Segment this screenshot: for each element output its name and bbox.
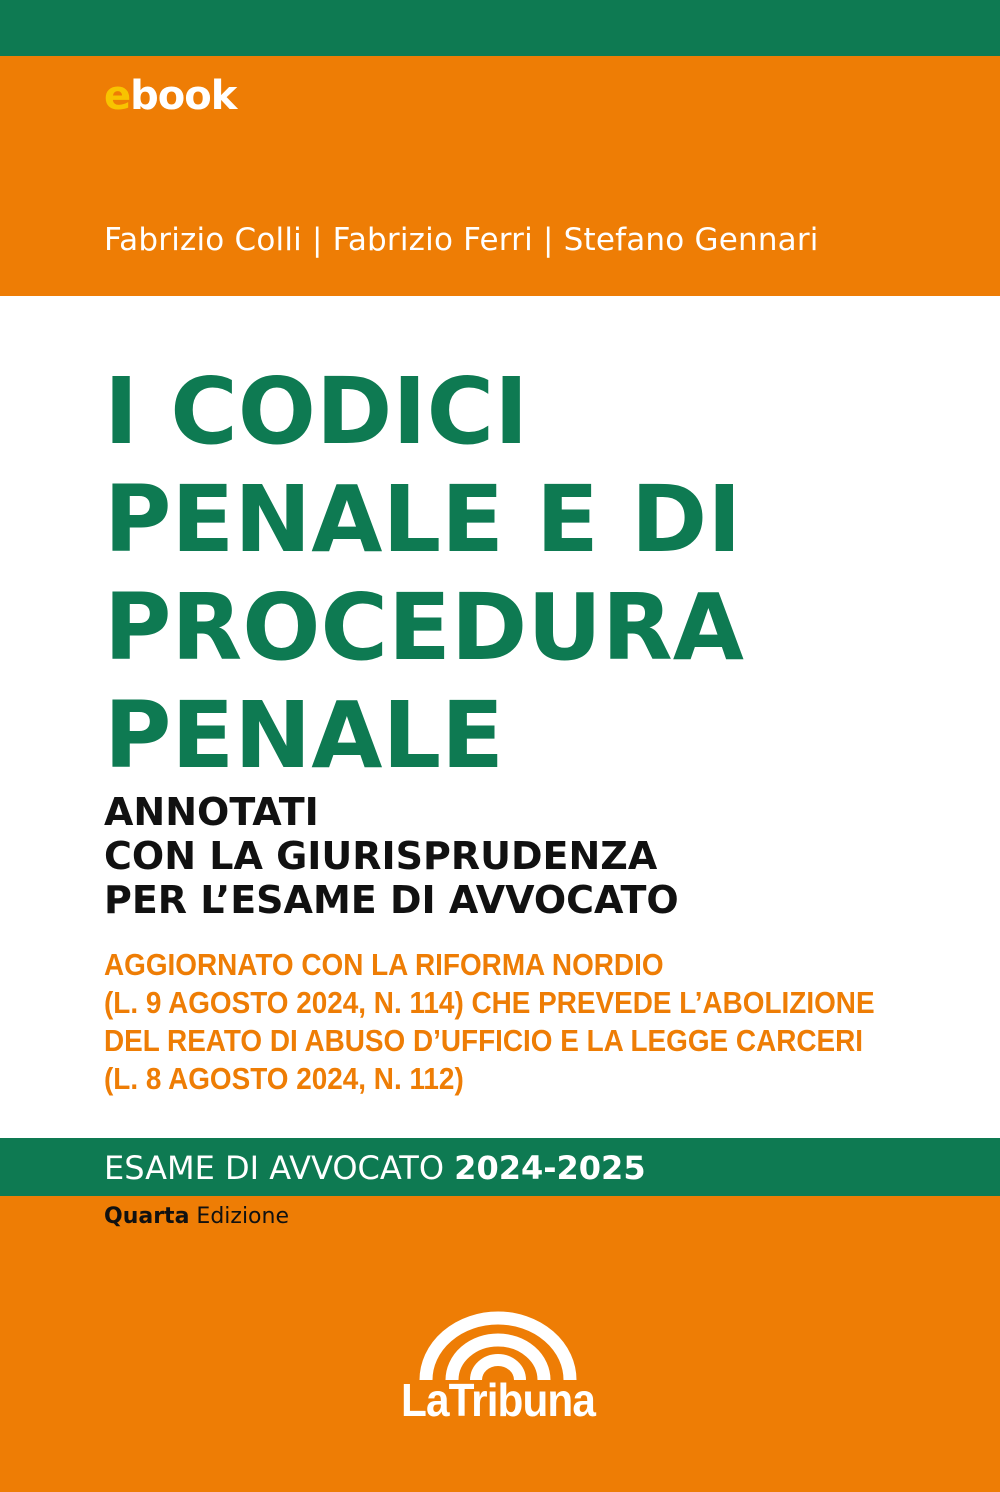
title-line: PENALE <box>104 682 504 789</box>
title-line: PENALE E DI <box>104 466 742 573</box>
update-line: (L. 8 AGOSTO 2024, N. 112) <box>104 1061 464 1096</box>
rainbow-arcs-icon <box>378 1310 618 1380</box>
update-line: (L. 9 AGOSTO 2024, N. 114) CHE PREVEDE L’ABOLIZIONE <box>104 985 875 1020</box>
update-line: AGGIORNATO CON LA RIFORMA NORDIO <box>104 947 664 982</box>
book-title <box>104 358 984 790</box>
book-subtitle <box>104 790 984 922</box>
ebook-rest: book <box>130 73 237 119</box>
subtitle-line: PER L’ESAME DI AVVOCATO <box>104 878 679 922</box>
edition-label <box>104 1202 289 1232</box>
subtitle-line: CON LA GIURISPRUDENZA <box>104 834 658 878</box>
subtitle-line: ANNOTATI <box>104 790 319 834</box>
series-years: 2024-2025 <box>454 1149 646 1187</box>
author-name: Fabrizio Ferri <box>332 222 533 258</box>
series-name: ESAME DI AVVOCATO <box>104 1149 444 1187</box>
author-separator: | <box>542 222 554 258</box>
update-line: DEL REATO DI ABUSO D’UFFICIO E LA LEGGE CARCERI <box>104 1023 864 1058</box>
top-green-band <box>0 0 1000 56</box>
edition-word: Edizione <box>196 1204 289 1229</box>
ebook-prefix: e <box>104 73 131 119</box>
series-label <box>104 1146 646 1190</box>
authors-line <box>104 220 819 260</box>
title-line: PROCEDURA <box>104 574 744 681</box>
publisher-name: LaTribuna <box>401 1374 595 1426</box>
edition-ordinal: Quarta <box>104 1204 190 1229</box>
author-name: Fabrizio Colli <box>104 222 302 258</box>
title-line: I CODICI <box>104 358 529 465</box>
author-separator: | <box>311 222 323 258</box>
ebook-label <box>104 72 236 120</box>
update-note <box>104 946 896 1098</box>
publisher-logo <box>378 1310 618 1430</box>
author-name: Stefano Gennari <box>563 222 819 258</box>
